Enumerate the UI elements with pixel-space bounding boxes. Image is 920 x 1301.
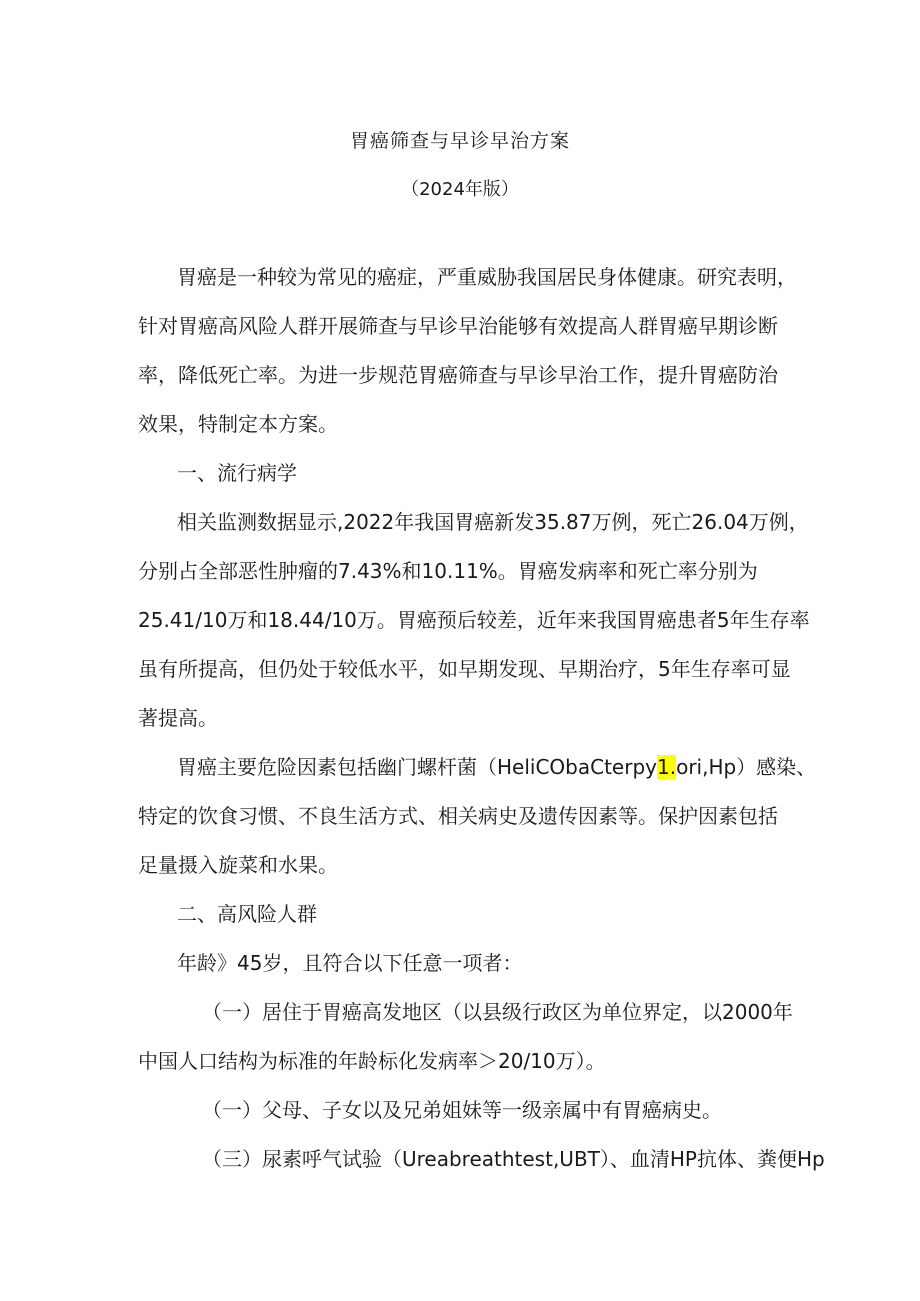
paragraph-line: 特定的饮食习惯、不良生活方式、相关病史及遗传因素等。保护因素包括 (138, 804, 778, 828)
paragraph-line: 中国人口结构为标准的年龄标化发病率＞20/10万）。 (138, 1049, 606, 1073)
paragraph-line: 著提高。 (138, 706, 218, 730)
list-item: （三）尿素呼气试验（Ureabreathtest,UBT）、血清HP抗体、粪便Hp (202, 1147, 825, 1171)
paragraph-line: 率，降低死亡率。为进一步规范胃癌筛查与早诊早治工作，提升胃癌防治 (138, 363, 778, 387)
highlighted-text: 1. (656, 755, 677, 779)
paragraph-line: 胃癌是一种较为常见的癌症，严重威胁我国居民身体健康。研究表明， (177, 265, 797, 289)
list-item: （一）居住于胃癌高发地区（以县级行政区为单位界定，以2000年 (202, 1000, 793, 1024)
section-heading: 一、流行病学 (177, 461, 297, 485)
paragraph-line: 针对胃癌高风险人群开展筛查与早诊早治能够有效提高人群胃癌早期诊断 (138, 314, 778, 338)
document-title: 胃癌筛查与早诊早治方案 (349, 130, 570, 152)
paragraph-line: 足量摄入旋菜和水果。 (138, 853, 338, 877)
paragraph-line: 年龄》45岁，且符合以下任意一项者： (177, 951, 523, 975)
risk-text-before: 胃癌主要危险因素包括幽门螺杆菌（HeliCObaCterpy (177, 755, 657, 779)
paragraph-line: 相关监测数据显示,2022年我国胃癌新发35.87万例，死亡26.04万例， (177, 510, 809, 534)
section-heading: 二、高风险人群 (177, 902, 317, 926)
list-item: （一）父母、子女以及兄弟姐妹等一级亲属中有胃癌病史。 (202, 1098, 722, 1122)
document-subtitle: （2024年版） (401, 179, 519, 200)
paragraph-line: 效果，特制定本方案。 (138, 412, 338, 436)
paragraph-line: 25.41/10万和18.44/10万。胃癌预后较差，近年来我国胃癌患者5年生存率 (138, 608, 810, 632)
paragraph-line: 虽有所提高，但仍处于较低水平，如早期发现、早期治疗，5年生存率可显 (138, 657, 791, 681)
risk-text-after: ori,Hp）感染、 (676, 755, 817, 779)
paragraph-line: 分别占全部恶性肿瘤的7.43%和10.11%。胃癌发病率和死亡率分别为 (138, 559, 758, 583)
risk-factor-line (177, 754, 816, 780)
